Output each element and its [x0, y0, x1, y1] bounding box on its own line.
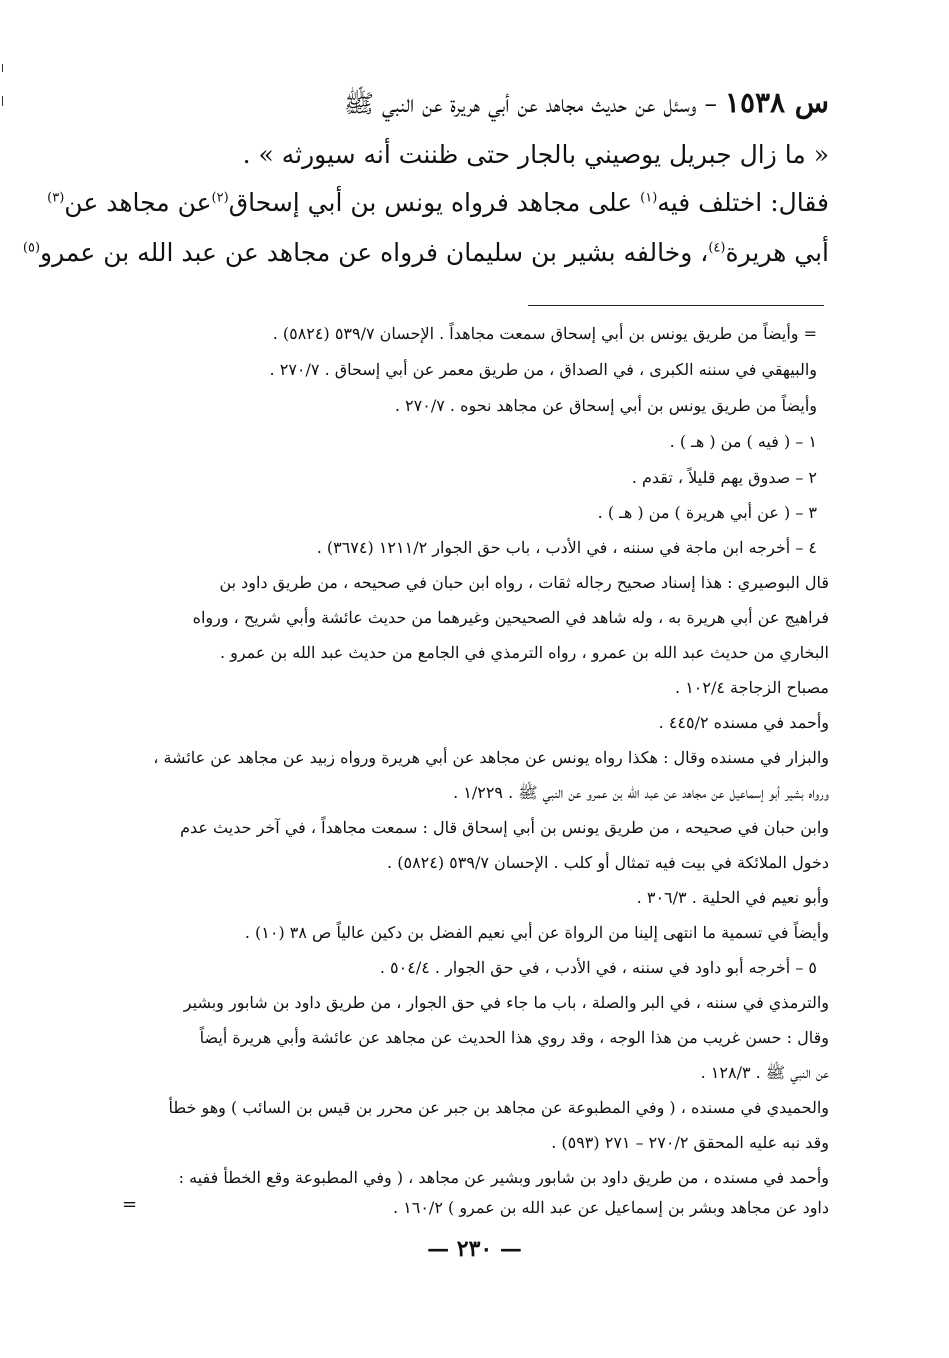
footnote-line: = وأيضاً من طريق يونس بن أبي إسحاق سمعت مجاهداً . الإحسان ٥٣٩/٧ (٥٨٢٤) .: [272, 324, 817, 343]
footnote-line: دخول الملائكة في بيت فيه تمثال أو كلب . الإحسان ٥٣٩/٧ (٥٨٢٤) .: [387, 853, 829, 872]
footnote-line: فراهيج عن أبي هريرة به ، وله شاهد في الصحيحين وغيرهما من حديث عائشة وأبي شريح ، ورواه: [192, 608, 829, 627]
footnote-separator: [528, 305, 824, 306]
margin-mark: [2, 96, 3, 106]
footnote-line: وأحمد في مسنده ، من طريق داود بن شابور وبشير عن مجاهد ، ( وفي المطبوعة وقع الخطأ ففيه :: [178, 1168, 829, 1187]
footnote-ref-1: (١): [640, 190, 658, 206]
answer-text: على مجاهد فرواه يونس بن أبي إسحاق: [228, 188, 633, 217]
footnote-line: داود عن مجاهد وبشر بن إسماعيل عن عبد الله بن عمرو ) ١٦٠/٢ .: [392, 1198, 829, 1217]
footnote-line: وقال : حسن غريب من هذا الوجه ، وقد روي هذا الحديث عن مجاهد عن عائشة وأبي هريرة أيضاً: [199, 1028, 829, 1047]
answer-line-2: [23, 238, 829, 267]
footnote-line: ٢ – صدوق يهم قليلاً ، تقدم .: [631, 468, 817, 487]
answer-line-1: [47, 188, 829, 217]
question-line-2: « ما زال جبريل يوصيني بالجار حتى ظننت أنه سيورثه » .: [242, 140, 829, 169]
page-number: — ٢٣٠ —: [427, 1236, 522, 1262]
footnote-line: البخاري من حديث عبد الله بن عمرو ، رواه الترمذي في الجامع من حديث عبد الله بن عمرو .: [219, 643, 829, 662]
footnote-line: والبزار في مسنده وقال : هكذا رواه يونس عن مجاهد عن أبي هريرة ورواه زبيد عن مجاهد عن عائشة ،: [153, 748, 829, 767]
footnote-line: وابن حبان في صحيحه ، من طريق يونس بن أبي إسحاق قال : سمعت مجاهداً ، في آخر حديث عدم: [180, 818, 829, 837]
footnote-ref-2: (٢): [211, 190, 229, 206]
footnote-line: وأحمد في مسنده ٤٤٥/٢ .: [658, 713, 829, 732]
footnote-line: ٥ – أخرجه أبو داود في سننه ، في الأدب ، في حق الجوار . ٥٠٤/٤ .: [379, 958, 817, 977]
footnote-line: والحميدي في مسنده ، ( وفي المطبوعة عن مجاهد بن جبر عن محرر بن قيس بن السائب ) وهو خطأ: [168, 1098, 829, 1117]
footnote-line: وأيضاً من طريق يونس بن أبي إسحاق عن مجاهد نحوه . ٢٧٠/٧ .: [394, 396, 817, 415]
footnote-line: مصباح الزجاجة ١٠٢/٤ .: [675, 678, 829, 697]
footnote-line: وأبو نعيم في الحلية . ٣٠٦/٣ .: [636, 888, 829, 907]
question-number: س ١٥٣٨: [724, 86, 829, 119]
answer-text: أبي هريرة: [725, 238, 829, 267]
margin-mark: [2, 64, 3, 72]
footnote-ref-4: (٤): [708, 240, 726, 256]
footnote-line: والبيهقي في سننه الكبرى ، في الصداق ، من طريق معمر عن أبي إسحاق . ٢٧٠/٧ .: [269, 360, 817, 379]
answer-text: عن مجاهد عن: [64, 188, 212, 217]
answer-text: ، وخالفه بشير بن سليمان فرواه عن مجاهد عن عبد الله بن عمرو: [40, 238, 709, 267]
footnote-line: والترمذي في سننه ، في البر والصلة ، باب ما جاء في حق الجوار ، من طريق داود بن شابور وبشير: [183, 993, 829, 1012]
footnote-line: وأيضاً في تسمية ما انتهى إلينا من الرواة عن أبي نعيم الفضل بن دكين عالياً ص ٣٨ (١٠) .: [244, 923, 829, 942]
footnote-line: ٣ – ( عن أبي هريرة ) من ( هـ ) .: [597, 503, 817, 522]
footnote-line: ١ – ( فيه ) من ( هـ ) .: [669, 432, 817, 451]
footnote-line: وقد نبه عليه المحقق ٢٧٠/٢ – ٢٧١ (٥٩٣) .: [551, 1133, 829, 1152]
continuation-mark: =: [122, 1194, 138, 1215]
footnote-line: ٤ – أخرجه ابن ماجة في سننه ، في الأدب ، باب حق الجوار ١٢١١/٢ (٣٦٧٤) .: [316, 538, 817, 557]
answer-text: فقال: اختلف فيه: [657, 188, 829, 217]
question-line-1: [344, 86, 829, 125]
footnote-line: عن النبي ﷺ . ١٢٨/٣ .: [700, 1063, 829, 1082]
footnote-ref-5: (٥): [22, 240, 41, 256]
footnote-ref-3: (٣): [47, 190, 65, 206]
question-text: – وسئل عن حديث مجاهد عن أبي هريرة عن النبي ﷺ: [343, 89, 717, 118]
footnote-line: ورواه بشير أبو إسماعيل عن مجاهد عن عبد الله بن عمرو عن النبي ﷺ . ١/٢٢٩ .: [453, 783, 829, 802]
footnote-line: قال البوصيري : هذا إسناد صحيح رجاله ثقات ، رواه ابن حبان في صحيحه ، من طريق داود بن: [219, 573, 829, 592]
